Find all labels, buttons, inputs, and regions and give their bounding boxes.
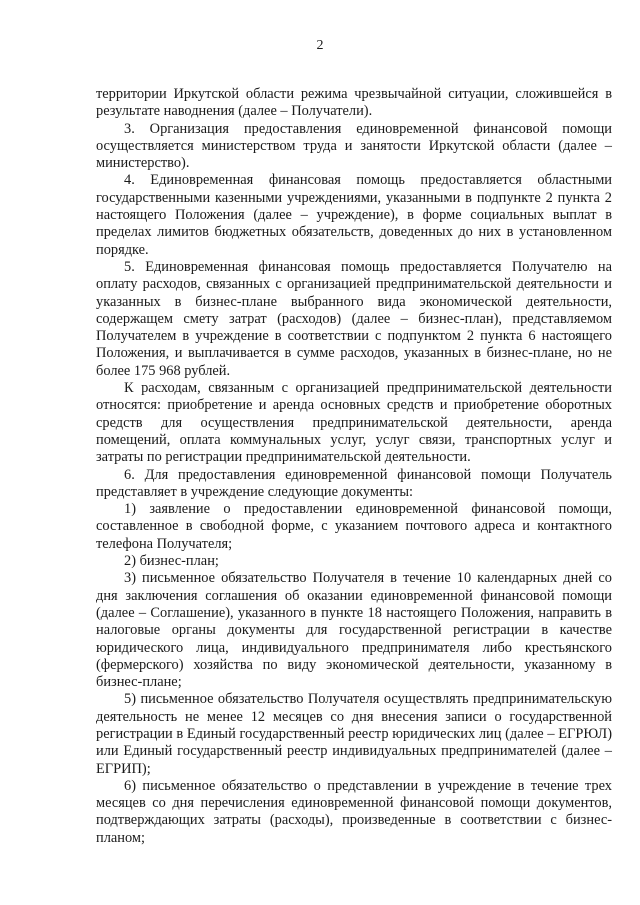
list-item-5: 5) письменное обязательство Получателя осуществлять предпринимательскую деятельность не менее 12 месяцев со дня внесения записи о государственной регистрации в Единый государственный реестр юридических лиц (далее – ЕГРЮЛ) или Единый государственный реестр индивидуальных предпринимателей (далее – ЕГРИП); [96, 691, 612, 777]
paragraph-continuation: территории Иркутской области режима чрезвычайной ситуации, сложившейся в результате наводнения (далее – Получатели). [96, 86, 612, 120]
list-item-1: 1) заявление о предоставлении единовременной финансовой помощи, составленное в свободной форме, с указанием почтового адреса и контактного телефона Получателя; [96, 501, 612, 552]
paragraph-expenses: К расходам, связанным с организацией предпринимательской деятельности относятся: приобретение и аренда основных средств и приобретение оборотных средств для осуществления предпринимательской деятельности, аренда помещений, оплата коммунальных услуг, услуг связи, транспортных услуг и затраты по регистрации предпринимательской деятельности. [96, 380, 612, 466]
paragraph-item-5: 5. Единовременная финансовая помощь предоставляется Получателю на оплату расходов, связанных с организацией предпринимательской деятельности и указанных в бизнес-плане выбранного вида экономической деятельности, содержащем смету затрат (расходов) (далее – бизнес-план), представляемом Получателем в учреждение в соответствии с подпунктом 2 пункта 6 настоящего Положения, и выплачивается в сумме расходов, указанных в бизнес-плане, но не более 175 968 рублей. [96, 258, 612, 379]
list-item-2: 2) бизнес-план; [124, 553, 219, 570]
page-number: 2 [316, 38, 324, 53]
list-item-6: 6) письменное обязательство о представлении в учреждение в течение трех месяцев со дня перечисления единовременной финансовой помощи документов, подтверждающих затраты (расходы), произведенные в соответствии с бизнес-планом; [96, 777, 612, 846]
paragraph-item-3: 3. Организация предоставления единовременной финансовой помощи осуществляется министерством труда и занятости Иркутской области (далее – министерство). [96, 120, 612, 172]
document-body [96, 86, 612, 847]
paragraph-item-4: 4. Единовременная финансовая помощь предоставляется областными государственными казенными учреждениями, указанными в подпункте 2 пункта 2 настоящего Положения (далее – учреждение), в форме социальных выплат в пределах лимитов бюджетных обязательств, доведенных до них в установленном порядке. [96, 172, 612, 258]
list-item-3: 3) письменное обязательство Получателя в течение 10 календарных дней со дня заключения соглашения об оказании единовременной финансовой помощи (далее – Соглашение), указанного в пункте 18 настоящего Положения, направить в налоговые органы документы для государственной регистрации в качестве юридического лица, индивидуального предпринимателя либо крестьянского (фермерского) хозяйства по виду экономической деятельности, указанному в бизнес-плане; [96, 570, 612, 691]
paragraph-item-6: 6. Для предоставления единовременной финансовой помощи Получатель представляет в учреждение следующие документы: [96, 466, 612, 500]
